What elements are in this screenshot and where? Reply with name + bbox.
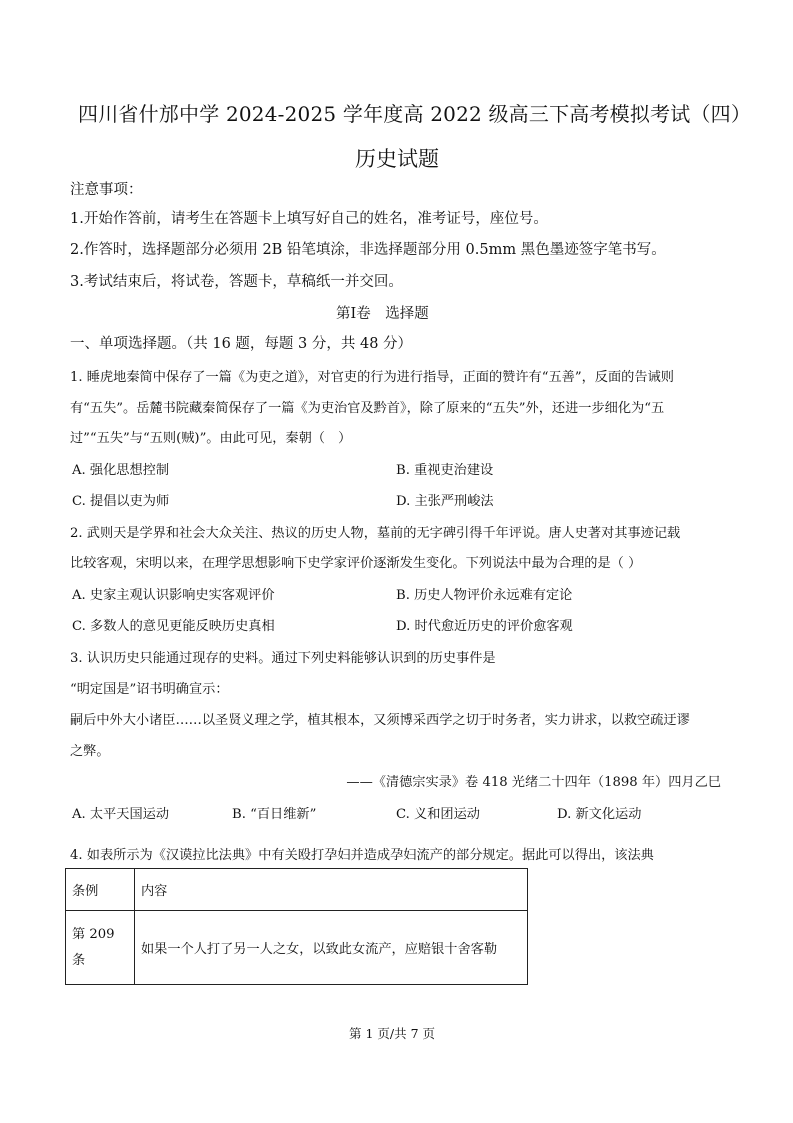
section-title: 第Ⅰ卷 选择题 (336, 306, 429, 322)
article-suffix: 条 (72, 952, 86, 968)
question-4-line: 4. 如表所示为《汉谟拉比法典》中有关殴打孕妇并造成孕妇流产的部分规定。据此可以得出，该法典 (70, 848, 654, 863)
question-3-option-a: A. 太平天国运动 (72, 807, 170, 822)
question-1-line: 有“五失”。岳麓书院藏秦简保存了一篇《为吏治官及黔首》，除了原来的“五失”外，还进一步细化为“五 (70, 401, 665, 416)
article-number: 第 209 (72, 926, 115, 942)
question-3-line: 3. 认识历史只能通过现存的史料。通过下列史料能够认识到的历史事件是 (70, 651, 496, 666)
question-3-option-d: D. 新文化运动 (557, 807, 642, 822)
question-1-option-d: D. 主张严刑峻法 (396, 494, 494, 509)
question-3-line: 之弊。 (70, 744, 110, 759)
table-header-cell: 内容 (135, 869, 528, 911)
table-header-cell: 条例 (66, 869, 135, 911)
notice-item: 1.开始作答前，请考生在答题卡上填写好自己的姓名，准考证号，座位号。 (70, 211, 548, 227)
question-3-option-b: B. “百日维新” (232, 807, 317, 822)
question-2-option-c: C. 多数人的意见更能反映历史真相 (72, 619, 275, 634)
question-1-option-a: A. 强化思想控制 (72, 463, 170, 478)
question-3-line: “明定国是”诏书明确宣示： (70, 682, 229, 697)
section-instruction: 一、单项选择题。（共 16 题，每题 3 分，共 48 分） (70, 336, 413, 352)
exam-subtitle: 历史试题 (355, 147, 439, 171)
table-cell-content: 如果一个人打了另一人之女，以致此女流产，应赔银十舍客勒 (135, 911, 528, 985)
notice-heading: 注意事项： (70, 182, 143, 198)
table-row (66, 911, 528, 985)
question-1-line: 过”“五失”与“五则(贼)”。由此可见，秦朝（ ） (70, 431, 352, 446)
page-footer: 第 1 页/共 7 页 (349, 1026, 436, 1041)
table-cell-article (66, 911, 135, 985)
question-1-option-b: B. 重视吏治建设 (396, 463, 494, 478)
question-2-line: 比较客观，宋明以来，在理学思想影响下史学家评价逐渐发生变化。下列说法中最为合理的是（ ） (70, 556, 642, 571)
question-3-source: ——《清德宗实录》卷 418 光绪二十四年（1898 年）四月乙巳 (346, 775, 721, 790)
question-2-line: 2. 武则天是学界和社会大众关注、热议的历史人物，墓前的无字碑引得千年评说。唐人史著对其事迹记载 (70, 526, 681, 541)
question-1-line: 1. 睡虎地秦简中保存了一篇《为吏之道》，对官吏的行为进行指导，正面的赞许有“五善”，反面的告诫则 (70, 370, 674, 385)
table-header-row (66, 869, 528, 911)
notice-item: 2.作答时，选择题部分必须用 2B 铅笔填涂，非选择题部分用 0.5mm 黑色墨迹签字笔书写。 (70, 242, 666, 258)
question-2-option-a: A. 史家主观认识影响史实客观评价 (72, 588, 275, 603)
notice-item: 3.考试结束后，将试卷，答题卡，草稿纸一并交回。 (70, 274, 403, 290)
law-table (65, 868, 528, 985)
question-3-line: 嗣后中外大小诸臣……以圣贤义理之学，植其根本，又须博采西学之切于时务者，实力讲求，以救空疏迂谬 (70, 713, 690, 728)
question-1-option-c: C. 提倡以吏为师 (72, 494, 170, 509)
question-3-option-c: C. 义和团运动 (396, 807, 480, 822)
question-2-option-b: B. 历史人物评价永远难有定论 (396, 588, 573, 603)
question-2-option-d: D. 时代愈近历史的评价愈客观 (396, 619, 573, 634)
exam-title: 四川省什邡中学 2024-2025 学年度高 2022 级高三下高考模拟考试（四） (78, 102, 752, 126)
